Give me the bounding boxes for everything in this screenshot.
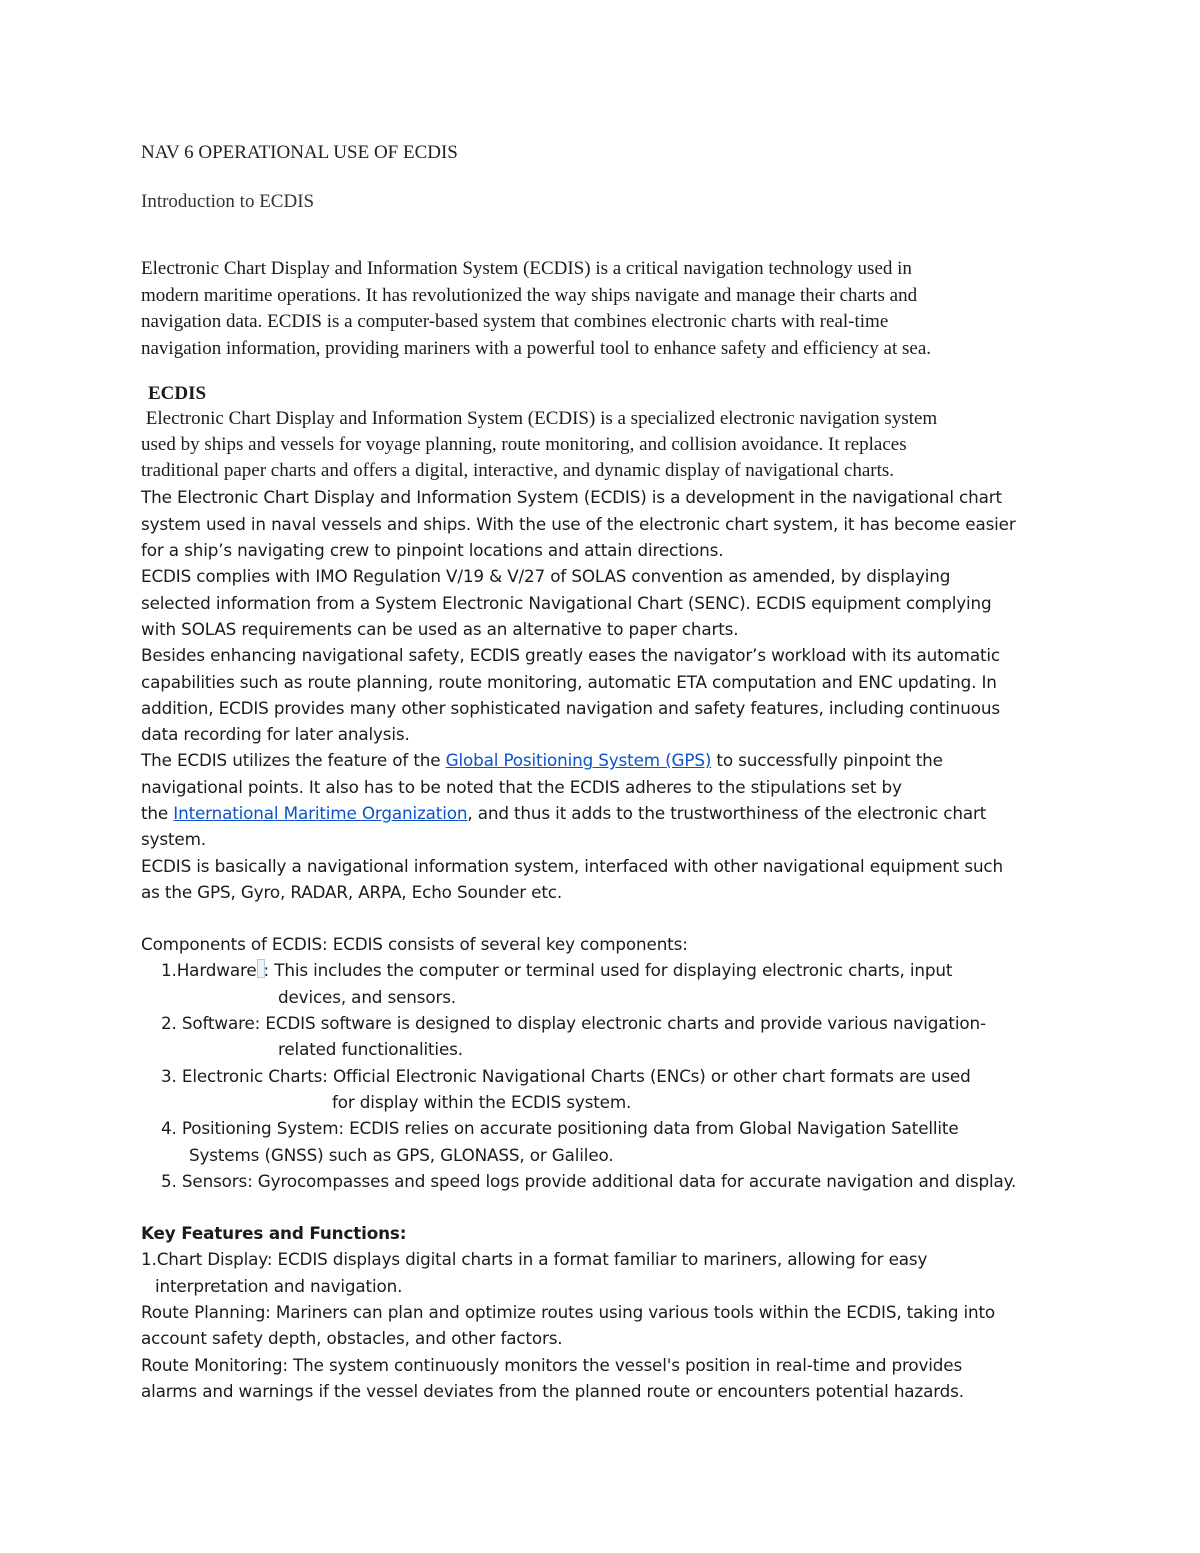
text-span: The ECDIS utilizes the feature of the: [141, 750, 446, 771]
solas-paragraph: [141, 563, 1066, 642]
text-line: Route Monitoring: The system continuously monitors the vessel's position in real-time and provides: [141, 1354, 963, 1375]
text-line: Electronic Chart Display and Information System (ECDIS) is a critical navigation technology used in: [141, 258, 912, 279]
gps-paragraph: [141, 747, 1066, 852]
feature-chart-display: [141, 1246, 1066, 1299]
list-item-text: ECDIS relies on accurate positioning data from Global Navigation Satellite: [343, 1118, 959, 1139]
text-line: [141, 1168, 1071, 1194]
feature-route-monitoring: [141, 1352, 1066, 1405]
list-item-label: Electronic Charts:: [176, 1065, 328, 1086]
list-item: [141, 957, 1071, 1010]
text-line: 1.Chart Display: ECDIS displays digital charts in a format familiar to mariners, allowing for easy: [141, 1249, 928, 1270]
development-paragraph: [141, 484, 1066, 563]
text-line: related functionalities.: [278, 1039, 463, 1060]
text-line: modern maritime operations. It has revolutionized the way ships navigate and manage their charts and: [141, 284, 918, 306]
interfacing-paragraph: [141, 853, 1066, 906]
text-line: ECDIS complies with IMO Regulation V/19 & V/27 of SOLAS convention as amended, by displaying: [141, 566, 951, 587]
intro-paragraph: [141, 256, 1056, 363]
text-line: [141, 1063, 1071, 1089]
list-item-label: Software:: [176, 1013, 261, 1034]
text-line: addition, ECDIS provides many other sophisticated navigation and safety features, including continuous: [141, 697, 1000, 718]
text-line: interpretation and navigation.: [155, 1275, 403, 1296]
document-page: [141, 140, 1071, 1404]
list-item-label: Sensors:: [176, 1170, 253, 1191]
list-item: [141, 1168, 1071, 1194]
text-line: Systems (GNSS) such as GPS, GLONASS, or Galileo.: [189, 1144, 614, 1165]
blank-line: [141, 1194, 1071, 1220]
list-item-label: Positioning System:: [176, 1118, 344, 1139]
safety-paragraph: [141, 642, 1066, 747]
text-line: data recording for later analysis.: [141, 724, 410, 745]
list-number: 4.: [161, 1118, 177, 1139]
text-line: [141, 957, 1071, 983]
text-line: for a ship’s navigating crew to pinpoint locations and attain directions.: [141, 540, 724, 561]
text-line: Besides enhancing navigational safety, ECDIS greatly eases the navigator’s workload with its automatic: [141, 645, 1000, 666]
components-intro: Components of ECDIS: ECDIS consists of several key components:: [141, 934, 688, 955]
text-span: the: [141, 802, 174, 823]
text-line: [141, 1115, 1071, 1141]
list-item: [141, 1063, 1071, 1116]
text-line: as the GPS, Gyro, RADAR, ARPA, Echo Sounder etc.: [141, 881, 563, 902]
text-line: The Electronic Chart Display and Information System (ECDIS) is a development in the navigational chart: [141, 487, 1002, 508]
colon: :: [263, 960, 270, 981]
list-item: [141, 1010, 1071, 1063]
text-line: for display within the ECDIS system.: [332, 1091, 632, 1112]
text-line: system.: [141, 829, 206, 850]
components-list: [141, 957, 1071, 1194]
text-line: system used in naval vessels and ships. With the use of the electronic chart system, it has become easier: [141, 513, 1016, 534]
text-line: navigation data. ECDIS is a computer-based system that combines electronic charts with real-time: [141, 311, 889, 333]
list-item-text: Gyrocompasses and speed logs provide additional data for accurate navigation and display.: [252, 1170, 1017, 1191]
text-line: used by ships and vessels for voyage planning, route monitoring, and collision avoidance. It replaces: [141, 434, 907, 456]
text-line: Route Planning: Mariners can plan and optimize routes using various tools within the ECDIS, taking into: [141, 1302, 996, 1323]
text-span: to successfully pinpoint the: [711, 750, 943, 771]
text-span: , and thus it adds to the trustworthiness of the electronic chart: [467, 802, 987, 823]
text-line: selected information from a System Electronic Navigational Chart (SENC). ECDIS equipment complying: [141, 592, 992, 613]
list-number: 5.: [161, 1170, 177, 1191]
list-item-text: Official Electronic Navigational Charts (ENCs) or other chart formats are used: [327, 1065, 971, 1086]
text-line: navigation information, providing mariners with a powerful tool to enhance safety and efficiency at sea.: [141, 338, 932, 360]
feature-route-planning: [141, 1299, 1066, 1352]
text-line: with SOLAS requirements can be used as an alternative to paper charts.: [141, 618, 739, 639]
text-line: devices, and sensors.: [278, 986, 456, 1007]
section-heading-ecdis: ECDIS: [148, 382, 207, 404]
text-line: capabilities such as route planning, route monitoring, automatic ETA computation and ENC updating. In: [141, 671, 997, 692]
list-item-text: This includes the computer or terminal used for displaying electronic charts, input: [269, 960, 953, 981]
text-line: account safety depth, obstacles, and other factors.: [141, 1328, 563, 1349]
list-item-label: Hardware: [176, 960, 257, 981]
page-title: NAV 6 OPERATIONAL USE OF ECDIS: [141, 142, 458, 163]
ecdis-definition-paragraph: [141, 406, 1056, 485]
list-item-text: ECDIS software is designed to display electronic charts and provide various navigation-: [260, 1013, 986, 1034]
text-line: [141, 747, 1066, 773]
list-number: 3.: [161, 1065, 177, 1086]
features-heading: Key Features and Functions:: [141, 1223, 407, 1244]
blank-line: [141, 905, 1071, 931]
text-line: traditional paper charts and offers a digital, interactive, and dynamic display of navigational charts.: [141, 460, 895, 482]
list-item: [141, 1115, 1071, 1168]
text-line: alarms and warnings if the vessel deviates from the planned route or encounters potential hazards.: [141, 1380, 964, 1401]
text-line: Electronic Chart Display and Information System (ECDIS) is a specialized electronic navigation system: [141, 407, 938, 429]
list-number: 1.: [161, 960, 177, 981]
imo-link[interactable]: International Maritime Organization: [173, 802, 468, 823]
page-subtitle: Introduction to ECDIS: [141, 191, 315, 212]
text-line: navigational points. It also has to be noted that the ECDIS adheres to the stipulations set by: [141, 776, 902, 797]
gps-link[interactable]: Global Positioning System (GPS): [445, 750, 712, 771]
text-line: [141, 800, 1066, 826]
text-line: [141, 1010, 1071, 1036]
list-number: 2.: [161, 1013, 177, 1034]
text-line: ECDIS is basically a navigational information system, interfaced with other navigational equipment such: [141, 855, 1003, 876]
